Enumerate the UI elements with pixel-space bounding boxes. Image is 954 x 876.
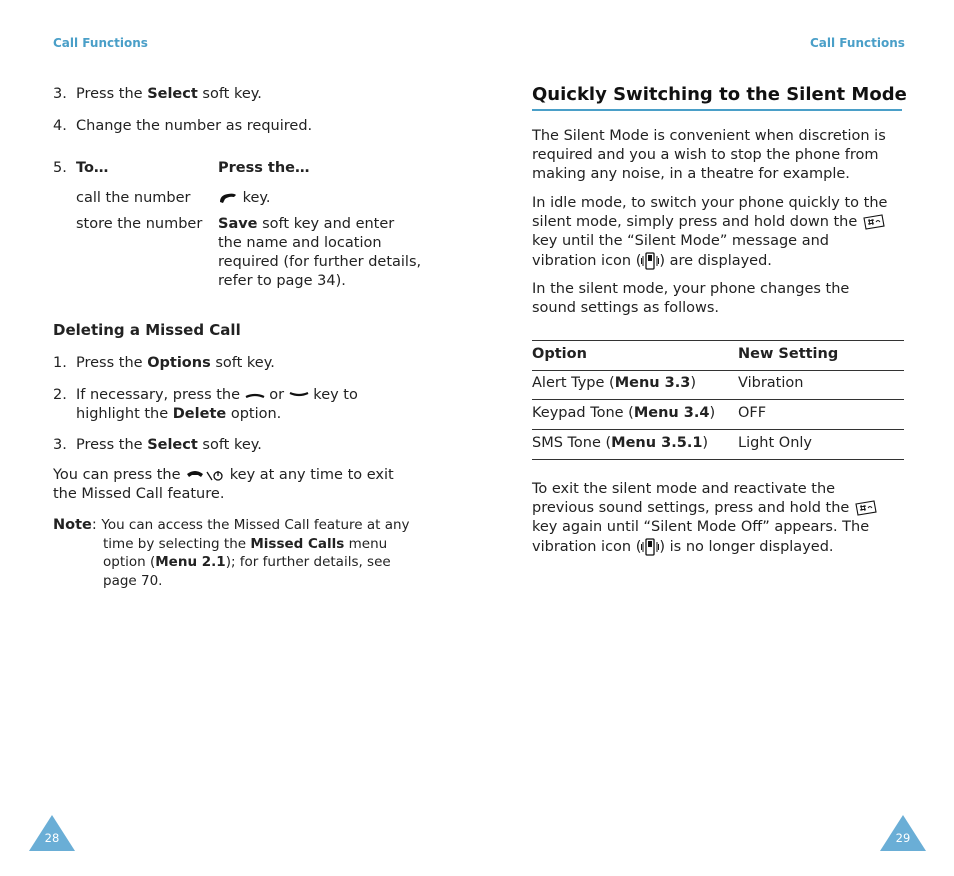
step-text: or — [264, 387, 289, 403]
table-rule — [532, 429, 904, 430]
paragraph-line — [532, 499, 904, 518]
step-number: 3. — [53, 437, 67, 453]
note-colon: : — [91, 517, 102, 533]
table-header-option: Option — [532, 346, 587, 362]
store-number-label: store the number — [76, 216, 203, 232]
paragraph-line — [532, 213, 904, 232]
paragraph-text: You can press the — [53, 467, 186, 483]
paragraph-line: key again until “Silent Mode Off” appears. The — [532, 519, 870, 535]
paragraph-line: required and you a wish to stop the phone from — [532, 147, 879, 163]
step-1-options — [53, 354, 275, 373]
step-text: Press the — [76, 86, 148, 102]
step-text: soft key. — [197, 437, 262, 453]
paragraph-line: the Missed Call feature. — [53, 486, 225, 502]
page-title: Quickly Switching to the Silent Mode — [532, 84, 907, 105]
paragraph-line: key until the “Silent Mode” message and — [532, 233, 829, 249]
action-line — [218, 215, 428, 234]
step-number: 3. — [53, 86, 67, 102]
step-line — [53, 386, 358, 405]
paragraph-line: In the silent mode, your phone changes the — [532, 281, 850, 297]
table-row-option — [532, 434, 708, 453]
cell-text: ) — [709, 405, 716, 421]
paragraph-line — [532, 251, 904, 271]
cell-text: ) — [690, 375, 697, 391]
table-row-option — [532, 374, 696, 393]
paragraph-line: To exit the silent mode and reactivate the — [532, 481, 836, 497]
step-4-change — [53, 117, 312, 136]
cell-text: ) — [702, 435, 709, 451]
paragraph-text: silent mode, simply press and hold down the — [532, 214, 862, 230]
step-text: key to — [308, 387, 358, 403]
note-line — [53, 553, 423, 572]
page-number-left: 28 — [44, 831, 60, 845]
action-line: refer to page 34). — [218, 273, 346, 289]
sound-settings-intro — [532, 280, 904, 318]
note-text: option ( — [103, 554, 156, 570]
paragraph-text: vibration icon ( — [532, 539, 642, 555]
note-line — [53, 535, 423, 554]
vibration-icon — [641, 537, 659, 557]
step-line — [53, 405, 358, 424]
step-bold: Select — [147, 86, 198, 102]
table-row-setting: OFF — [738, 405, 767, 421]
vibration-icon — [641, 251, 659, 271]
step-text: Change the number as required. — [76, 118, 313, 134]
send-key-icon — [218, 191, 238, 205]
paragraph-text: ) are displayed. — [659, 253, 772, 269]
switch-instructions — [532, 194, 904, 271]
exit-silent-mode-paragraph — [532, 480, 904, 557]
note-text: You can access the Missed Call feature at any — [101, 517, 410, 533]
step-2-navigate — [53, 386, 358, 424]
cell-bold: Menu 3.3 — [614, 375, 691, 391]
paragraph-text: key at any time to exit — [225, 467, 394, 483]
note-bold: Menu 2.1 — [155, 554, 226, 570]
paragraph-line — [53, 466, 423, 485]
step-3-select — [53, 85, 262, 104]
call-number-action — [218, 189, 271, 208]
step-text: Press the — [76, 355, 148, 371]
table-bottom-rule — [532, 459, 904, 460]
table-row-option — [532, 404, 715, 423]
note-text: menu — [344, 535, 388, 552]
cell-text: SMS Tone ( — [532, 435, 612, 451]
step-text: highlight the — [76, 406, 173, 422]
step-bold: Select — [147, 437, 198, 453]
paragraph-line: sound settings as follows. — [532, 300, 720, 316]
action-line: required (for further details, — [218, 254, 422, 270]
step-number: 1. — [53, 355, 67, 371]
note-line — [53, 516, 423, 535]
step-text: soft key. — [197, 86, 262, 102]
table-row-setting: Vibration — [738, 375, 804, 391]
end-power-key-icon — [185, 468, 225, 482]
note-block — [53, 516, 423, 590]
page-number-right: 29 — [895, 831, 911, 845]
cell-bold: Menu 3.4 — [633, 405, 710, 421]
cell-bold: Menu 3.5.1 — [611, 435, 703, 451]
section-heading-deleting-missed-call: Deleting a Missed Call — [53, 321, 241, 339]
paragraph-line: In idle mode, to switch your phone quickly to the — [532, 195, 888, 211]
step-number: 2. — [53, 387, 67, 403]
right-running-header: Call Functions — [810, 36, 905, 50]
action-bold: Save — [218, 216, 258, 232]
table-rule — [532, 370, 904, 371]
paragraph-line — [532, 537, 904, 557]
paragraph-text: vibration icon ( — [532, 253, 642, 269]
press-column-header: Press the… — [218, 160, 310, 176]
table-header-new-setting: New Setting — [738, 346, 839, 362]
call-number-label: call the number — [76, 190, 191, 206]
paragraph-text: previous sound settings, press and hold the — [532, 500, 854, 516]
hash-key-icon — [862, 214, 886, 230]
to-column-header: To… — [76, 160, 109, 176]
hash-key-icon — [854, 500, 878, 516]
table-top-rule — [532, 340, 904, 341]
step-5-number: 5. — [53, 160, 67, 176]
action-text: key. — [238, 190, 271, 206]
cell-text: Keypad Tone ( — [532, 405, 634, 421]
note-text: time by selecting the — [103, 535, 251, 552]
note-line: page 70. — [103, 572, 163, 589]
silent-mode-intro — [532, 127, 904, 184]
exit-paragraph — [53, 466, 423, 504]
up-key-icon — [245, 390, 265, 400]
paragraph-line: The Silent Mode is convenient when discretion is — [532, 128, 886, 144]
step-text: Press the — [76, 437, 148, 453]
title-underline — [532, 109, 902, 111]
step-text: soft key. — [210, 355, 275, 371]
action-line: the name and location — [218, 235, 382, 251]
paragraph-line: making any noise, in a theatre for example. — [532, 166, 850, 182]
step-text: option. — [226, 406, 282, 422]
step-bold: Delete — [172, 406, 227, 422]
left-running-header: Call Functions — [53, 36, 148, 50]
note-bold: Missed Calls — [250, 535, 345, 552]
step-number: 4. — [53, 118, 67, 134]
down-key-icon — [289, 390, 309, 400]
step-3-select-again — [53, 436, 262, 455]
paragraph-text: ) is no longer displayed. — [659, 539, 834, 555]
action-text: soft key and enter — [257, 216, 395, 232]
store-number-action — [218, 215, 428, 291]
cell-text: Alert Type ( — [532, 375, 615, 391]
step-text: If necessary, press the — [76, 387, 245, 403]
step-bold: Options — [147, 355, 211, 371]
table-rule — [532, 399, 904, 400]
note-text: ); for further details, see — [225, 554, 391, 570]
note-label: Note — [53, 517, 92, 533]
table-row-setting: Light Only — [738, 435, 813, 451]
